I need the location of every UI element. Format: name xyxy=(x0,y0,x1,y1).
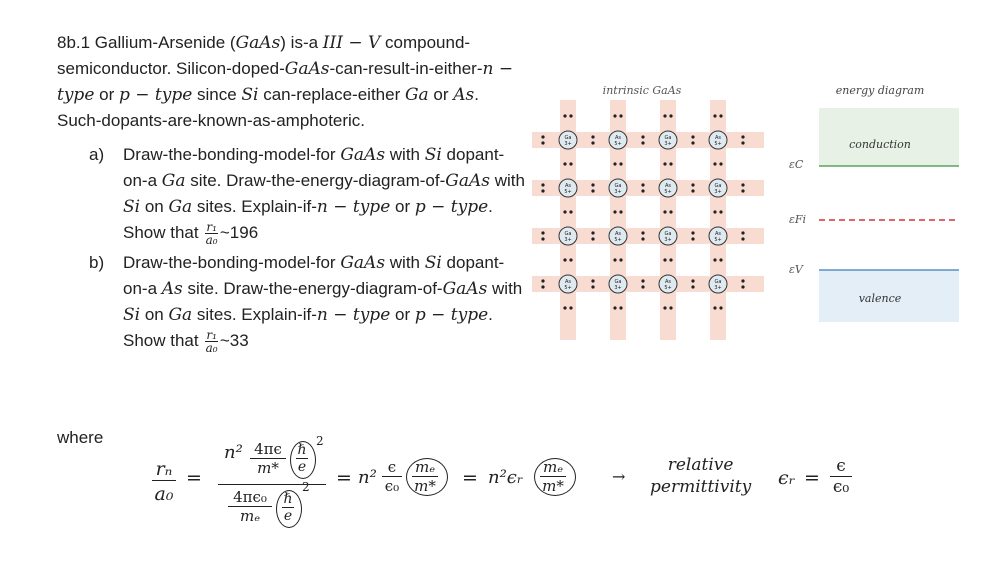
math: n − type xyxy=(316,305,391,326)
electron-dot xyxy=(569,306,572,309)
electron-dot xyxy=(541,285,544,288)
electron-dot xyxy=(691,135,694,138)
electron-dot xyxy=(619,114,622,117)
text: site. Draw-the-energy-diagram-of- xyxy=(185,171,446,190)
atom-symbol: Ga xyxy=(664,231,672,237)
hbar: ℏ xyxy=(283,491,293,507)
math: Ga xyxy=(168,305,193,326)
electron-dot xyxy=(541,237,544,240)
math-as: As xyxy=(453,85,475,105)
electron-dot xyxy=(591,237,594,240)
charge-e: e xyxy=(297,459,307,475)
arrow: → xyxy=(612,467,626,486)
electron-dot xyxy=(641,189,644,192)
text: with xyxy=(385,253,425,273)
math: n − type xyxy=(316,197,391,217)
ev-label: εV xyxy=(789,263,803,276)
intro-text: ) is-a xyxy=(280,33,323,52)
relative-permittivity-label xyxy=(650,454,751,498)
text: ~196 xyxy=(219,223,259,242)
atom-charge: 5+ xyxy=(564,189,572,195)
top-num: 4πϵ xyxy=(254,440,282,458)
electron-dot xyxy=(641,135,644,138)
electron-dot xyxy=(563,258,566,261)
main-fraction-bar xyxy=(218,484,326,485)
electron-dot xyxy=(613,162,616,165)
atom-symbol: As xyxy=(564,183,572,189)
electron-dot xyxy=(691,141,694,144)
epsilon-zero: ϵ₀ xyxy=(830,476,852,497)
electron-dot xyxy=(713,162,716,165)
lhs-num: rₙ xyxy=(155,458,173,480)
hbar: ℏ xyxy=(297,442,307,458)
electron-dot xyxy=(563,162,566,165)
math: GaAs xyxy=(340,253,386,274)
electron-dot xyxy=(569,258,572,261)
text: sites. Explain-if- xyxy=(192,197,317,216)
atom-symbol: As xyxy=(664,279,672,285)
text: dopant-on-a xyxy=(123,145,505,190)
math: Si xyxy=(123,197,141,217)
math-gaas: GaAs xyxy=(235,33,281,53)
math: Ga xyxy=(168,197,193,217)
electron-dot xyxy=(741,285,744,288)
atom-charge: 3+ xyxy=(564,237,572,243)
text: Draw-the-bonding-model-for xyxy=(123,253,341,273)
n-squared: n² xyxy=(358,467,377,488)
electron-dot xyxy=(713,114,716,117)
where-label: where xyxy=(57,428,104,447)
electron-dot xyxy=(591,183,594,186)
frac-num: r₁ xyxy=(206,328,217,343)
electron-dot xyxy=(663,210,666,213)
frac-den: a₀ xyxy=(205,341,218,356)
atom-symbol: Ga xyxy=(664,135,672,141)
intro-text: can-replace-either xyxy=(258,85,405,104)
electron-dot xyxy=(741,189,744,192)
conduction-band xyxy=(819,108,959,166)
text: or xyxy=(390,197,415,216)
electron-dot xyxy=(541,135,544,138)
electron-dot xyxy=(641,231,644,234)
atom-symbol: As xyxy=(714,135,722,141)
electron-dot xyxy=(641,141,644,144)
energy-title: energy diagram xyxy=(835,84,925,97)
text: Draw-the-bonding-model-for xyxy=(123,145,341,164)
electron-dot xyxy=(641,237,644,240)
text: on xyxy=(140,197,169,216)
electron-dot xyxy=(663,258,666,261)
n-squared: n² xyxy=(224,442,243,463)
n-squared-epsr: n²ϵᵣ xyxy=(488,467,524,488)
electron-dot xyxy=(719,162,722,165)
equals-sign: = xyxy=(186,467,202,489)
question-b xyxy=(89,250,527,356)
lhs-fraction xyxy=(152,458,176,505)
epsilon-zero: ϵ₀ xyxy=(382,476,402,495)
atom-charge: 5+ xyxy=(664,285,672,291)
electron-dot xyxy=(541,141,544,144)
electron-dot xyxy=(663,306,666,309)
intro-text: -can-result-in-either- xyxy=(329,59,483,78)
intro-text: or xyxy=(94,85,119,104)
square-exp: 2 xyxy=(302,480,310,494)
conduction-label: conduction xyxy=(849,138,911,151)
text: . Show that xyxy=(123,197,493,242)
electron-dot xyxy=(663,114,666,117)
mass-fraction xyxy=(540,458,566,495)
electron-dot xyxy=(719,258,722,261)
text: sites. Explain-if- xyxy=(192,305,317,325)
electron-dot xyxy=(669,258,672,261)
electron-dot xyxy=(691,285,694,288)
epsilon: ϵ xyxy=(387,458,397,476)
math: Si xyxy=(123,305,141,326)
hbar-e-fraction xyxy=(296,442,308,475)
electron-dot xyxy=(591,231,594,234)
text: with xyxy=(490,171,525,190)
atom-charge: 5+ xyxy=(664,189,672,195)
electron-dot xyxy=(741,183,744,186)
electron-dot xyxy=(641,285,644,288)
atom-charge: 3+ xyxy=(564,141,572,147)
electron-dot xyxy=(669,162,672,165)
effective-mass: m* xyxy=(412,476,438,495)
atom-charge: 5+ xyxy=(614,237,622,243)
electron-dot xyxy=(669,306,672,309)
math-gaas: GaAs xyxy=(284,59,330,79)
top-den: m* xyxy=(250,458,286,477)
equals-sign: = xyxy=(462,467,478,489)
electron-dot xyxy=(741,141,744,144)
electron-dot xyxy=(541,279,544,282)
text: with xyxy=(487,279,523,299)
relative-word: relative xyxy=(667,455,734,475)
electron-dot xyxy=(591,285,594,288)
electron-dot xyxy=(713,210,716,213)
text: on xyxy=(140,305,169,325)
electron-dot xyxy=(619,162,622,165)
electron-dot xyxy=(741,135,744,138)
text: or xyxy=(390,305,415,325)
epsilon-r: ϵᵣ xyxy=(778,467,796,489)
equals-sign: = xyxy=(804,467,820,489)
electron-dot xyxy=(613,210,616,213)
electron-dot xyxy=(691,237,694,240)
effective-mass: m* xyxy=(540,476,566,495)
math: Ga xyxy=(161,171,186,191)
eps-fraction xyxy=(382,458,402,495)
electron-dot xyxy=(541,231,544,234)
atom-symbol: Ga xyxy=(714,279,722,285)
atom-symbol: As xyxy=(664,183,672,189)
electron-dot xyxy=(563,114,566,117)
atom-symbol: Ga xyxy=(614,183,622,189)
electron-dot xyxy=(591,189,594,192)
er-fraction xyxy=(830,456,852,497)
atom-symbol: As xyxy=(614,231,622,237)
problem-intro xyxy=(57,30,527,134)
energy-band-diagram xyxy=(785,80,965,340)
electron-dot xyxy=(719,306,722,309)
electron-dot xyxy=(541,183,544,186)
radius-equation xyxy=(150,434,870,540)
gaas-lattice-diagram xyxy=(530,80,775,345)
electron-dot xyxy=(569,162,572,165)
math-p-type: p − type xyxy=(118,85,193,105)
atom-charge: 3+ xyxy=(714,285,722,291)
text: with xyxy=(385,145,425,164)
electron-dot xyxy=(719,114,722,117)
math: GaAs xyxy=(340,145,386,165)
hbar-e-fraction xyxy=(282,491,294,524)
electron-dot xyxy=(691,231,694,234)
intro-text: . Such-dopants-are-known-as-amphoteric. xyxy=(57,85,479,130)
frac-den: a₀ xyxy=(205,233,218,248)
question-label: a) xyxy=(89,145,105,164)
math: As xyxy=(161,279,183,300)
electron-dot xyxy=(691,189,694,192)
math-iii-v: III − V xyxy=(322,33,381,53)
question-a xyxy=(89,142,527,248)
atom-charge: 3+ xyxy=(664,141,672,147)
lhs-den: a₀ xyxy=(152,480,176,505)
atom-symbol: Ga xyxy=(564,135,572,141)
atom-symbol: As xyxy=(714,231,722,237)
electron-dot xyxy=(719,210,722,213)
atom-charge: 5+ xyxy=(714,141,722,147)
atom-symbol: As xyxy=(614,135,622,141)
atom-charge: 5+ xyxy=(564,285,572,291)
math-ga: Ga xyxy=(404,85,429,105)
math: Si xyxy=(424,145,442,165)
math: GaAs xyxy=(442,279,488,300)
atom-charge: 3+ xyxy=(614,189,622,195)
electron-dot xyxy=(619,306,622,309)
atom-symbol: Ga xyxy=(714,183,722,189)
intro-text: compound-semiconductor. Silicon-doped- xyxy=(57,33,471,78)
atom-charge: 3+ xyxy=(714,189,722,195)
electron-dot xyxy=(591,141,594,144)
ec-label: εC xyxy=(789,158,804,171)
electron-dot xyxy=(741,237,744,240)
electron-mass: mₑ xyxy=(542,458,564,476)
bottom-num: 4πϵ₀ xyxy=(233,488,267,506)
question-label: b) xyxy=(89,253,105,273)
charge-e: e xyxy=(283,508,293,524)
electron-dot xyxy=(663,162,666,165)
equals-sign: = xyxy=(336,467,352,489)
bottom-inner-fraction xyxy=(228,488,272,525)
lattice-grid xyxy=(532,100,764,340)
permittivity-word: permittivity xyxy=(650,477,752,497)
question-list xyxy=(57,142,527,354)
electron-dot xyxy=(741,279,744,282)
electron-dot xyxy=(619,210,622,213)
electron-dot xyxy=(613,258,616,261)
compound-fraction xyxy=(214,434,334,540)
electron-dot xyxy=(669,210,672,213)
text: dopant-on-a xyxy=(123,253,505,299)
electron-dot xyxy=(563,210,566,213)
math-n-type: n − type xyxy=(57,59,514,105)
electron-dot xyxy=(641,183,644,186)
square-exp: 2 xyxy=(316,434,324,448)
intro-text: or xyxy=(428,85,454,104)
intro-text: since xyxy=(192,85,242,104)
electron-mass: mₑ xyxy=(414,458,436,476)
ratio-fraction xyxy=(205,329,218,354)
math-si: Si xyxy=(241,85,259,105)
math: p − type xyxy=(414,305,489,326)
bottom-den: mₑ xyxy=(228,506,272,525)
top-inner-fraction xyxy=(250,440,286,477)
electron-dot xyxy=(569,210,572,213)
problem-statement xyxy=(57,30,527,358)
electron-dot xyxy=(691,279,694,282)
electron-dot xyxy=(741,231,744,234)
electron-dot xyxy=(669,114,672,117)
math: p − type xyxy=(414,197,489,217)
atom-charge: 3+ xyxy=(664,237,672,243)
atom-symbol: Ga xyxy=(564,231,572,237)
atom-charge: 5+ xyxy=(714,237,722,243)
ratio-fraction xyxy=(205,221,218,246)
electron-dot xyxy=(713,258,716,261)
math: GaAs xyxy=(445,171,490,191)
intro-text: 8b.1 Gallium-Arsenide ( xyxy=(57,33,236,52)
energy-svg xyxy=(785,80,965,340)
math: Si xyxy=(424,253,442,274)
efi-label: εFi xyxy=(789,213,807,226)
text: . Show that xyxy=(123,305,493,351)
valence-label: valence xyxy=(858,292,902,305)
electron-dot xyxy=(613,306,616,309)
electron-dot xyxy=(691,183,694,186)
electron-dot xyxy=(569,114,572,117)
electron-dot xyxy=(541,189,544,192)
mass-fraction xyxy=(412,458,438,495)
atom-symbol: As xyxy=(564,279,572,285)
electron-dot xyxy=(713,306,716,309)
electron-dot xyxy=(591,279,594,282)
lattice-svg xyxy=(530,80,775,345)
text: ~33 xyxy=(219,331,249,351)
electron-dot xyxy=(613,114,616,117)
frac-num: r₁ xyxy=(206,220,217,235)
electron-dot xyxy=(619,258,622,261)
atom-symbol: Ga xyxy=(614,279,622,285)
text: site. Draw-the-energy-diagram-of- xyxy=(182,279,443,299)
lattice-title: intrinsic GaAs xyxy=(602,84,682,97)
electron-dot xyxy=(591,135,594,138)
epsilon: ϵ xyxy=(836,456,846,476)
electron-dot xyxy=(563,306,566,309)
electron-dot xyxy=(641,279,644,282)
atom-charge: 3+ xyxy=(614,285,622,291)
atom-charge: 5+ xyxy=(614,141,622,147)
